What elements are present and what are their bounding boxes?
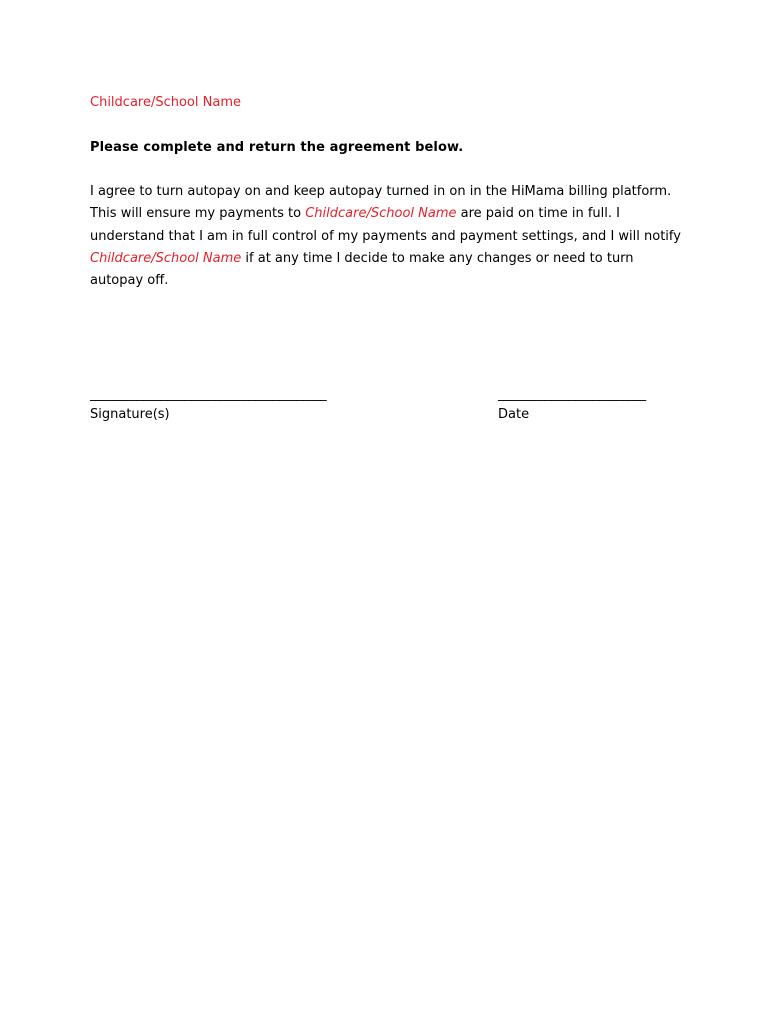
signature-line[interactable]: ________________________________________ [90, 387, 327, 402]
school-name-placeholder-1: Childcare/School Name [305, 206, 457, 222]
agreement-text-part-1: I agree to turn autopay on and keep autopay turned in on in the HiMama billing platform. This will ensure my payments to [90, 184, 672, 222]
agreement-text-part-3: if at any time I decide to make any changes or need to turn autopay off. [90, 250, 634, 289]
signature-label: Signature(s) [90, 407, 170, 422]
school-name-placeholder-2: Childcare/School Name [90, 250, 242, 266]
date-line[interactable]: _________________________ [498, 387, 646, 402]
school-name-heading: Childcare/School Name [90, 95, 241, 110]
date-label: Date [498, 407, 530, 422]
agreement-text-part-2: are paid on time in full. I understand that I am in full control of my payments and payment settings, and I will notify [90, 206, 681, 244]
instruction-text: Please complete and return the agreement below. [90, 140, 464, 155]
agreement-paragraph [90, 181, 682, 292]
